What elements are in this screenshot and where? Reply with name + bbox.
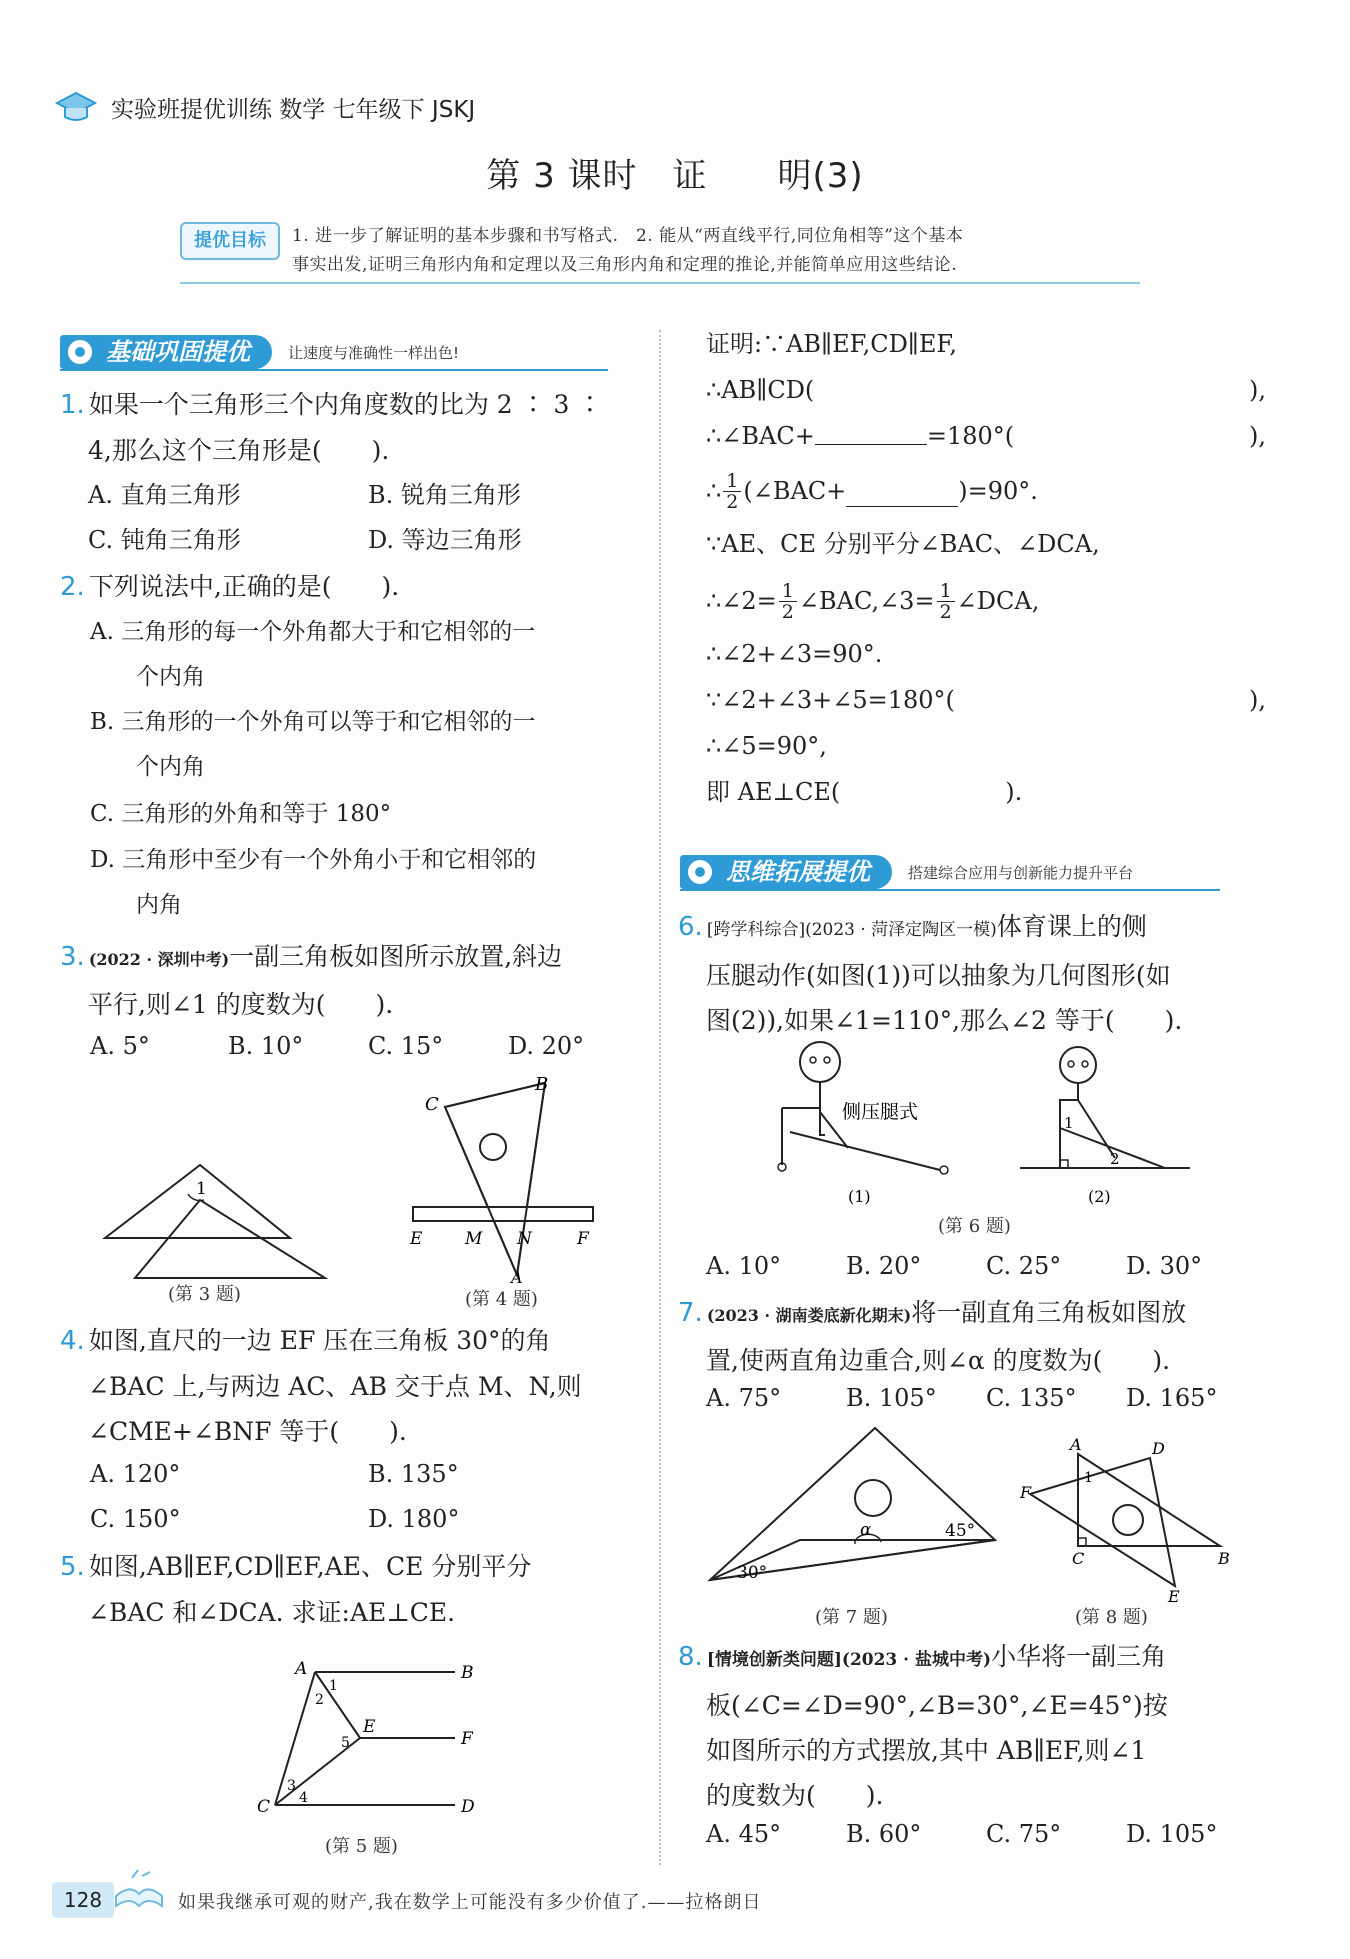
proof-line-9: ∴∠5=90°,	[706, 732, 827, 760]
proof-line-4a: ∴	[706, 476, 722, 505]
goal-line-1: 1. 进一步了解证明的基本步骤和书写格式. 2. 能从“两直线平行,同位角相等”这个基本	[292, 226, 964, 246]
fig6-eye	[824, 1057, 830, 1063]
fraction-num: 1	[937, 581, 955, 602]
q7-option-a: A. 75°	[706, 1384, 782, 1412]
section-subtitle-extend: 搭建综合应用与创新能力提升平台	[908, 863, 1134, 882]
fig6-angle-2: 2	[1110, 1150, 1120, 1168]
question-number: 5.	[60, 1552, 85, 1582]
q8-option-c: C. 75°	[986, 1820, 1062, 1848]
question-3	[60, 934, 655, 1027]
goal-tag: 提优目标	[180, 222, 280, 260]
q7-source: (2023 · 湖南娄底新化期末)	[706, 1306, 912, 1325]
proof-line-1: 证明:∵AB∥EF,CD∥EF,	[706, 330, 957, 358]
fig4-ruler	[413, 1207, 593, 1221]
proof-line-6b: ∠BAC,∠3=	[798, 586, 935, 615]
q3-option-d: D. 20°	[508, 1032, 585, 1060]
q1-option-b: B. 锐角三角形	[368, 481, 521, 509]
q8-line2: 板(∠C=∠D=90°,∠B=30°,∠E=45°)按	[706, 1691, 1168, 1720]
fig5-label-e: E	[363, 1717, 376, 1737]
q8-option-a: A. 45°	[706, 1820, 782, 1848]
q6-caption: (第 6 题)	[938, 1216, 1011, 1237]
fig4-label-n: N	[517, 1229, 532, 1249]
proof-line-6c: ∠DCA,	[956, 586, 1040, 615]
q6-option-a: A. 10°	[706, 1252, 782, 1280]
fig8-angle-1: 1	[1084, 1470, 1093, 1486]
q3-line1: 一副三角板如图所示放置,斜边	[229, 942, 563, 971]
question-number: 4.	[60, 1326, 85, 1356]
q7-line2: 置,使两直角边重合,则∠α 的度数为( ).	[706, 1346, 1171, 1375]
question-5	[60, 1544, 655, 1635]
proof-line-6a: ∴∠2=	[706, 586, 777, 615]
fraction-num: 1	[723, 471, 741, 492]
proof-line-5: ∵AE、CE 分别平分∠BAC、∠DCA,	[706, 530, 1100, 558]
proof-line-3b: =180°(	[926, 422, 1015, 450]
q2-option-d-line1: D. 三角形中至少有一个外角小于和它相邻的	[90, 847, 537, 873]
question-number: 7.	[678, 1298, 703, 1328]
q5-proof	[706, 322, 1266, 816]
fig7-angle-30: 30°	[737, 1563, 768, 1583]
q3-option-b: B. 10°	[228, 1032, 304, 1060]
question-7	[678, 1290, 1268, 1383]
fig4-circle	[480, 1134, 506, 1160]
q2-option-a-line1: A. 三角形的每一个外角都大于和它相邻的一	[90, 619, 536, 645]
q8-line3: 如图所示的方式摆放,其中 AB∥EF,则∠1	[706, 1736, 1147, 1765]
fig3-angle-1-label: 1	[196, 1179, 207, 1199]
proof-line-10a: 即 AE⊥CE(	[706, 778, 841, 806]
q1-option-c: C. 钝角三角形	[88, 526, 241, 554]
q2-option-a-line2: 个内角	[136, 664, 205, 690]
q7-caption: (第 7 题)	[815, 1607, 888, 1628]
figure-q4	[405, 1075, 605, 1285]
proof-line-2b: ),	[1249, 376, 1266, 404]
q3-caption: (第 3 题)	[168, 1284, 241, 1305]
fig7-triangle-45	[710, 1428, 995, 1580]
figure-q8	[1020, 1436, 1230, 1606]
fig5-label-d: D	[461, 1797, 475, 1817]
fig6-head	[800, 1042, 840, 1082]
fig5-angle-2: 2	[315, 1692, 324, 1708]
q2-option-a	[90, 610, 535, 700]
learning-goals	[292, 222, 1122, 280]
q2-option-c: C. 三角形的外角和等于 180°	[90, 801, 392, 827]
proof-line-10	[706, 770, 1266, 816]
q7-line1: 将一副直角三角板如图放	[911, 1298, 1187, 1327]
q4-line1: 如图,直尺的一边 EF 压在三角板 30°的角	[88, 1326, 551, 1355]
q2-option-b	[90, 700, 536, 790]
question-number: 2.	[60, 572, 85, 602]
section-subtitle-basic: 让速度与准确性一样出色!	[288, 343, 460, 362]
proof-line-2	[706, 368, 1266, 414]
proof-line-8b: ),	[1249, 686, 1266, 714]
q4-option-a: A. 120°	[90, 1460, 181, 1488]
fig7-circle	[855, 1480, 891, 1516]
fig4-label-b: B	[535, 1075, 549, 1095]
fraction-den: 2	[781, 600, 794, 623]
fig8-triangle-30	[1078, 1454, 1220, 1546]
fig6-angle-1: 1	[1064, 1114, 1074, 1132]
fig6-sub2: (2)	[1088, 1187, 1111, 1206]
proof-line-8	[706, 678, 1266, 724]
q6-option-c: C. 25°	[986, 1252, 1062, 1280]
question-number: 1.	[60, 390, 85, 420]
fig8-label-c: C	[1072, 1549, 1085, 1568]
question-6	[678, 904, 1268, 1043]
lesson-title: 第 3 课时 证 明(3)	[486, 156, 864, 196]
q7-option-c: C. 135°	[986, 1384, 1077, 1412]
q6-option-d: D. 30°	[1126, 1252, 1203, 1280]
banner-underline	[680, 889, 1220, 891]
fig5-angle-4: 4	[299, 1790, 308, 1806]
fig8-label-b: B	[1218, 1549, 1230, 1568]
fig4-label-m: M	[465, 1229, 483, 1249]
q1-option-d: D. 等边三角形	[368, 526, 522, 554]
book-header	[55, 82, 475, 132]
section-title-text: 基础巩固提优	[106, 338, 250, 366]
fig7-angle-45: 45°	[945, 1521, 976, 1541]
q8-source: [情境创新类问题](2023 · 盐城中考)	[706, 1650, 992, 1670]
fig5-label-a: A	[295, 1660, 308, 1679]
q1-line2: 4,那么这个三角形是( ).	[88, 436, 390, 465]
fraction-num: 1	[779, 581, 797, 602]
figure-q6	[770, 1040, 1190, 1230]
fig7-alpha: α	[860, 1520, 872, 1540]
proof-line-3a: ∴∠BAC+	[706, 422, 815, 450]
q6-option-b: B. 20°	[846, 1252, 922, 1280]
fig4-label-e: E	[410, 1229, 423, 1249]
fig8-label-d: D	[1152, 1439, 1165, 1458]
answer-blank[interactable]	[815, 414, 927, 445]
question-4	[60, 1318, 655, 1454]
fig6-sub1: (1)	[848, 1187, 871, 1206]
section-banner-basic	[60, 332, 459, 372]
question-number: 3.	[60, 942, 85, 972]
figure-q7	[705, 1420, 1005, 1590]
q2-stem: 下列说法中,正确的是( ).	[88, 572, 400, 601]
answer-blank[interactable]	[846, 476, 958, 507]
book-title: 实验班提优训练 数学 七年级下 JSKJ	[111, 96, 476, 123]
fig6-stretched-leg	[790, 1132, 940, 1170]
q8-line1: 小华将一副三角	[991, 1642, 1167, 1671]
q1-option-a: A. 直角三角形	[88, 481, 241, 509]
fig6-head-2	[1060, 1047, 1096, 1083]
q5-line2: ∠BAC 和∠DCA. 求证:AE⊥CE.	[88, 1598, 456, 1627]
goal-line-2: 事实出发,证明三角形内角和定理以及三角形内角和定理的推论,并能简单应用这些结论.	[292, 255, 958, 275]
section-title-text: 思维拓展提优	[726, 858, 870, 886]
open-book-icon	[112, 1866, 166, 1914]
fig8-label-a: A	[1070, 1436, 1082, 1454]
fig4-label-f: F	[577, 1229, 589, 1249]
question-2	[60, 564, 650, 610]
figure-q3	[100, 1150, 330, 1290]
q6-line3: 图(2)),如果∠1=110°,那么∠2 等于( ).	[706, 1006, 1183, 1035]
question-1	[60, 382, 650, 473]
goal-divider	[180, 282, 1140, 284]
fig5-label-b: B	[461, 1663, 474, 1683]
fig5-angle-1: 1	[329, 1678, 338, 1694]
fig4-label-a: A	[511, 1268, 523, 1285]
footer-quote: 如果我继承可观的财产,我在数学上可能没有多少价值了.——拉格朗日	[178, 1892, 762, 1913]
target-icon	[66, 338, 94, 366]
q3-line2: 平行,则∠1 的度数为( ).	[88, 990, 394, 1019]
q2-option-d	[90, 838, 536, 928]
fig5-label-c: C	[257, 1797, 271, 1817]
proof-line-6	[706, 570, 1266, 632]
fraction-half	[779, 581, 797, 622]
fig8-circle	[1113, 1505, 1143, 1535]
proof-line-4	[706, 460, 1266, 522]
q6-line1: 体育课上的侧	[996, 912, 1147, 941]
proof-line-7: ∴∠2+∠3=90°.	[706, 640, 883, 668]
q4-option-d: D. 180°	[368, 1505, 460, 1533]
q2-option-b-line1: B. 三角形的一个外角可以等于和它相邻的一	[90, 709, 536, 735]
section-title-basic	[60, 335, 272, 369]
fig6-right-angle	[1060, 1160, 1068, 1168]
q4-option-b: B. 135°	[368, 1460, 459, 1488]
proof-line-3c: ),	[1249, 422, 1266, 450]
column-divider	[659, 330, 661, 1865]
q3-option-a: A. 5°	[90, 1032, 150, 1060]
fig8-label-e: E	[1168, 1587, 1180, 1606]
proof-line-2a: ∴AB∥CD(	[706, 376, 815, 404]
banner-underline	[60, 369, 608, 371]
question-number: 8.	[678, 1642, 703, 1672]
proof-line-4b: (∠BAC+	[743, 476, 847, 505]
proof-line-10b: ).	[1005, 778, 1023, 806]
figure-q5	[255, 1660, 485, 1820]
q2-option-d-line2: 内角	[136, 892, 182, 918]
question-8	[678, 1634, 1268, 1818]
section-banner-extend	[680, 852, 1133, 892]
q4-line3: ∠CME+∠BNF 等于( ).	[88, 1417, 407, 1446]
graduation-cap-icon	[55, 89, 97, 125]
q8-option-d: D. 105°	[1126, 1820, 1218, 1848]
q3-source: (2022 · 深圳中考)	[88, 950, 230, 969]
fig5-angle-3: 3	[287, 1778, 296, 1794]
fig8-label-f: F	[1020, 1483, 1032, 1502]
q4-option-c: C. 150°	[90, 1505, 181, 1533]
proof-line-8a: ∵∠2+∠3+∠5=180°(	[706, 686, 955, 714]
fig5-angle-5: 5	[341, 1735, 350, 1751]
atom-icon	[686, 858, 714, 886]
fraction-half	[723, 471, 741, 512]
page-number: 128	[52, 1882, 114, 1918]
q8-caption: (第 8 题)	[1075, 1607, 1148, 1628]
q3-option-c: C. 15°	[368, 1032, 444, 1060]
q2-option-b-line2: 个内角	[136, 754, 205, 780]
fig6-eye	[810, 1057, 816, 1063]
q6-line2: 压腿动作(如图(1))可以抽象为几何图形(如	[706, 961, 1171, 990]
fig6-pose-label: 侧压腿式	[842, 1101, 919, 1123]
fig6-eye	[1068, 1061, 1074, 1067]
q4-caption: (第 4 题)	[465, 1289, 538, 1310]
fig6-body	[782, 1108, 825, 1135]
q4-line2: ∠BAC 上,与两边 AC、AB 交于点 M、N,则	[88, 1372, 582, 1401]
fig6-foot	[940, 1166, 948, 1174]
q1-line1: 如果一个三角形三个内角度数的比为 2 ∶ 3 ∶	[88, 390, 603, 419]
q8-line4: 的度数为( ).	[706, 1781, 884, 1810]
q7-option-d: D. 165°	[1126, 1384, 1218, 1412]
fig8-triangle-45	[1030, 1458, 1175, 1586]
q8-option-b: B. 60°	[846, 1820, 922, 1848]
fig4-label-c: C	[425, 1094, 439, 1115]
q5-line1: 如图,AB∥EF,CD∥EF,AE、CE 分别平分	[88, 1552, 532, 1581]
q6-source: [跨学科综合](2023 · 菏泽定陶区一模)	[706, 920, 997, 940]
q5-caption: (第 5 题)	[325, 1836, 398, 1857]
fig8-right-angle	[1078, 1538, 1086, 1546]
section-title-extend	[680, 855, 892, 889]
fraction-half	[937, 581, 955, 622]
fig6-eye	[1082, 1061, 1088, 1067]
fraction-den: 2	[726, 490, 739, 513]
proof-line-4c: )=90°.	[958, 476, 1038, 505]
fraction-den: 2	[939, 600, 952, 623]
q7-option-b: B. 105°	[846, 1384, 937, 1412]
proof-line-3	[706, 414, 1266, 460]
question-number: 6.	[678, 912, 703, 942]
fig5-label-f: F	[461, 1729, 473, 1749]
